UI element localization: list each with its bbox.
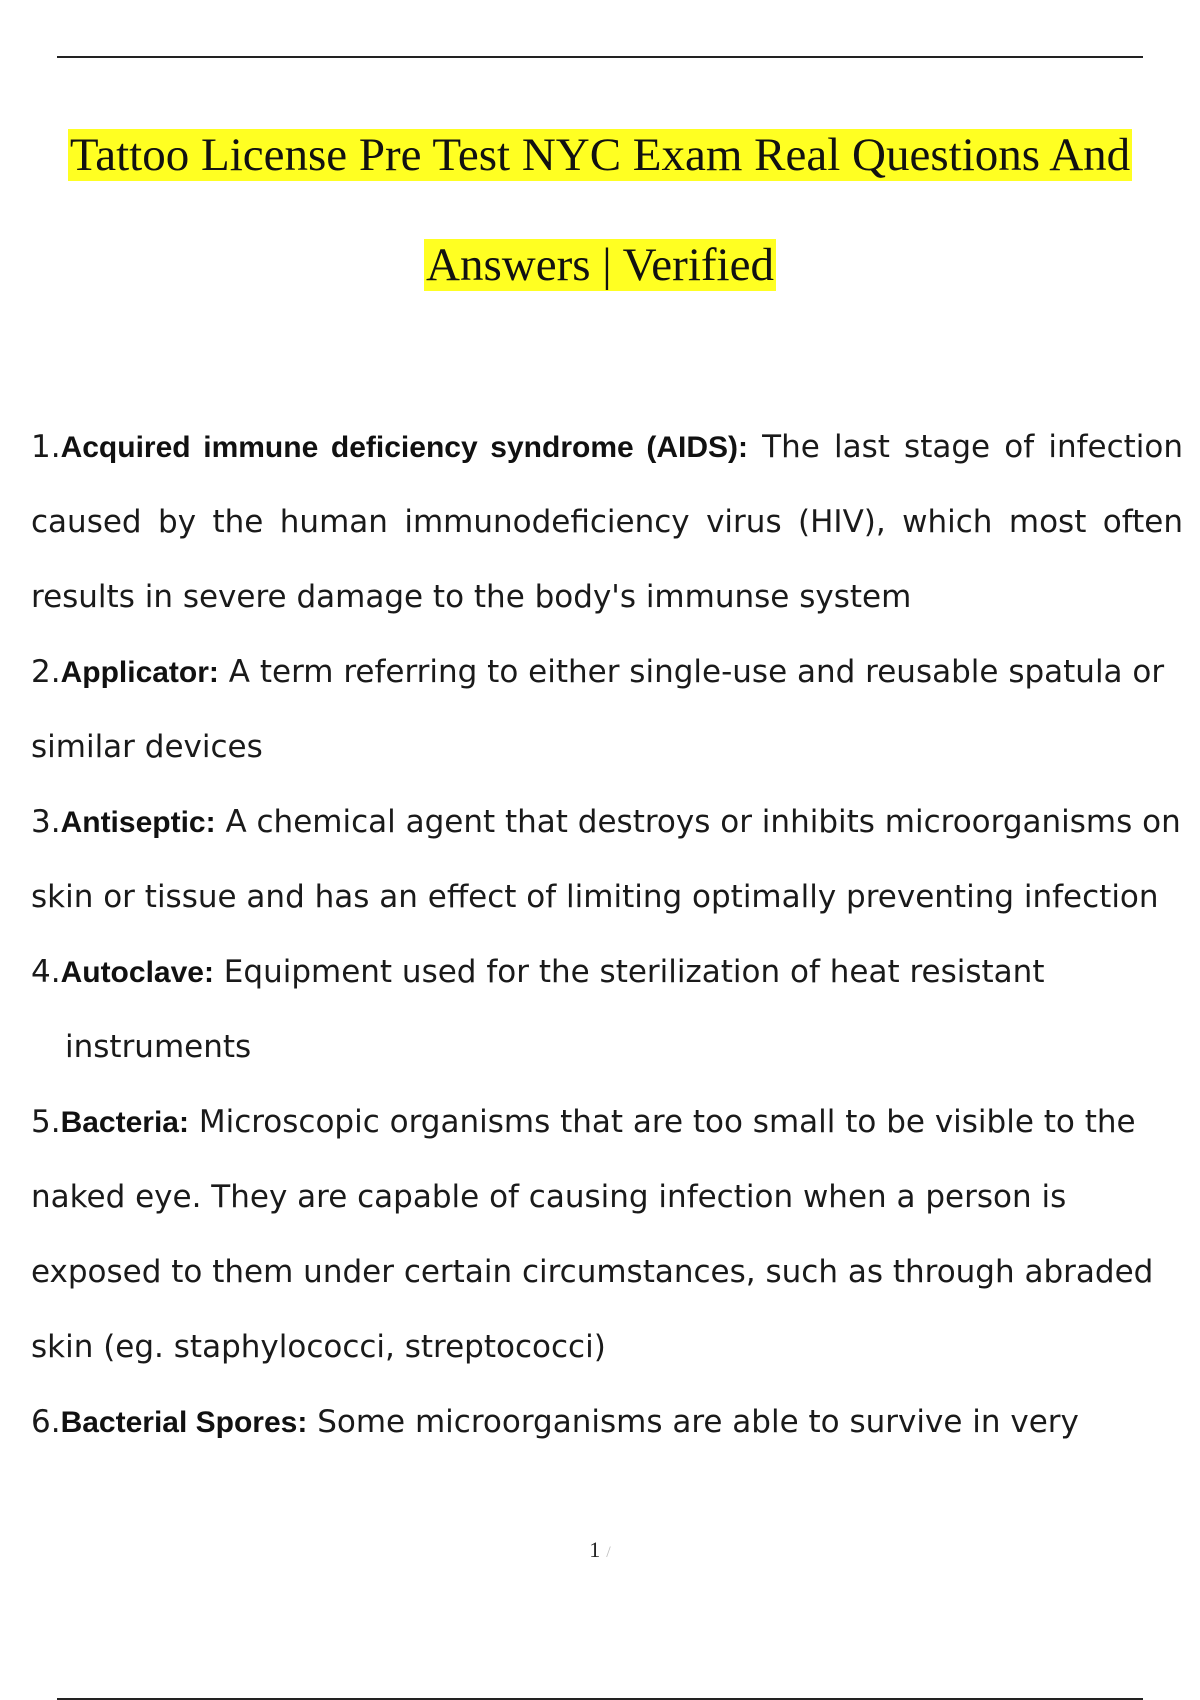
item-definition: Equipment used for the sterilization of heat resistant — [213, 954, 1045, 990]
list-item — [31, 935, 1183, 1085]
item-term: Autoclave: — [60, 956, 214, 989]
item-number: 1. — [31, 429, 61, 465]
item-term: Acquired immune deficiency syndrome (AIDS): — [60, 431, 748, 464]
page-number-suffix: / — [606, 1544, 611, 1561]
title-line-2: Answers | Verified — [426, 239, 774, 291]
list-item — [31, 1085, 1183, 1385]
item-definition: Microscopic organisms that are too small to be visible to the naked eye. They are capable of causing infection when a person is exposed to them under certain circumstances, such as through abraded skin (eg. staphylococci, streptococci) — [31, 1104, 1154, 1365]
header-rule — [57, 56, 1143, 58]
list-item — [31, 410, 1183, 635]
item-definition: A chemical agent that destroys or inhibits microorganisms on skin or tissue and has an effect of limiting optimally preventing infection — [31, 804, 1181, 915]
item-number: 6. — [31, 1404, 61, 1440]
item-definition: The last stage of infection caused by the human immunodeficiency virus (HIV), which most often results in severe damage to the body's immunse system — [31, 429, 1183, 615]
list-item — [31, 1385, 1183, 1460]
item-term: Bacterial Spores: — [60, 1406, 308, 1439]
item-term: Applicator: — [60, 656, 219, 689]
item-definition: A term referring to either single-use and reusable spatula or similar devices — [31, 654, 1165, 765]
item-number: 3. — [31, 804, 61, 840]
item-term: Bacteria: — [60, 1106, 189, 1139]
item-number: 5. — [31, 1104, 61, 1140]
page-number — [0, 1537, 1200, 1563]
page-number-value: 1 — [589, 1537, 601, 1562]
item-number: 2. — [31, 654, 61, 690]
item-number: 4. — [31, 954, 61, 990]
item-definition: Some microorganisms are able to survive in very — [307, 1404, 1079, 1440]
title-line-1: Tattoo License Pre Test NYC Exam Real Questions And — [69, 129, 1131, 181]
item-term: Antiseptic: — [60, 806, 216, 839]
item-definition-continued: instruments — [65, 1029, 252, 1065]
document-title — [40, 100, 1160, 320]
definition-list — [31, 410, 1183, 1460]
list-item — [31, 635, 1183, 785]
list-item — [31, 785, 1183, 935]
